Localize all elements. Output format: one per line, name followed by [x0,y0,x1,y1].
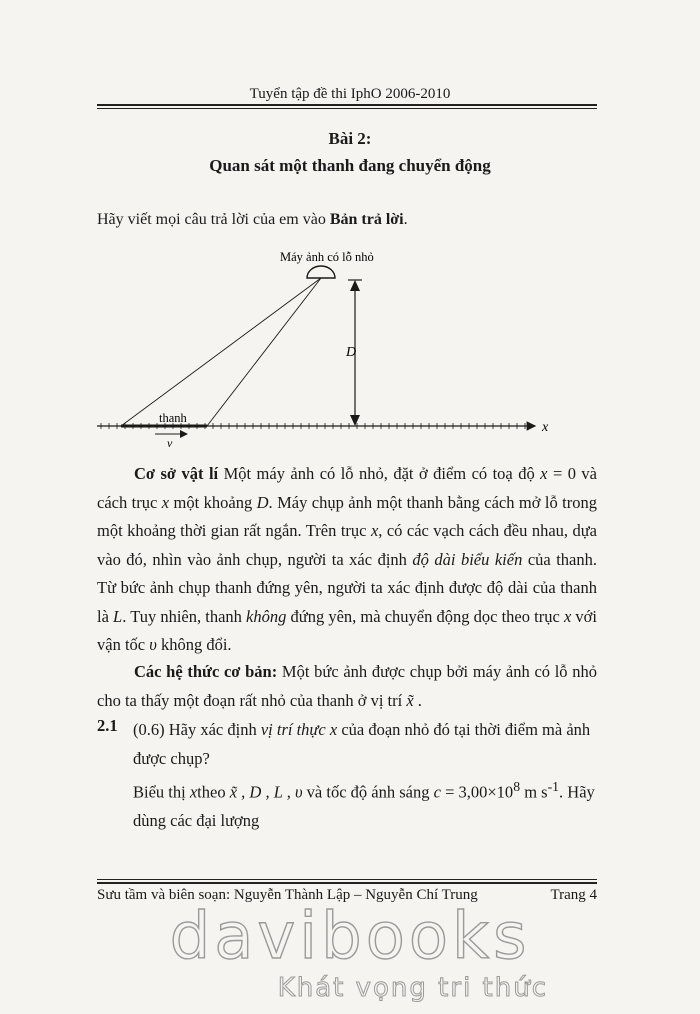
velocity-label: v [167,436,173,450]
light-ray-left [121,278,321,426]
light-ray-right [207,278,321,426]
running-header: Tuyển tập đề thi IphO 2006-2010 [249,86,451,102]
problem-number: Bài 2: [328,129,372,148]
watermark-slogan-wrap [0,973,700,1003]
header-rule-thin [97,108,597,109]
distance-label: D [346,345,357,360]
physics-basis-paragraph: Cơ sở vật lí Một máy ảnh có lỗ nhỏ, đặt ở điểm có toạ độ x = 0 và cách trục x một khoảng D. Máy chụp ảnh một thanh bằng cách mở lỗ trong một khoảng thời gian rất ngắn. Trên trục x, có các vạch cách đều nhau, dựa vào đó, nhìn vào ảnh chụp, người ta xác định độ dài biểu kiến của thanh. Từ bức ảnh chụp thanh đứng yên, người ta xác định được độ dài của thanh là L. Tuy nhiên, thanh không đứng yên, mà chuyển động dọc theo trục x với vận tốc υ không đổi. [97,464,597,654]
answer-sheet-label: Bản trả lời [329,211,404,228]
question-number: 2.1 [97,716,118,735]
footer-rule [97,882,597,884]
axis-label: x [542,420,549,435]
watermark-brand: davibooks [169,900,531,974]
basic-relations-heading: Các hệ thức cơ bản: [134,662,278,681]
instruction: Hãy viết mọi câu trả lời của em vào Bản trả lời. [97,211,408,228]
header-rule [97,104,597,106]
footer-credit: Sưu tầm và biên soạn: Nguyễn Thành Lập – Nguyễn Chí Trung [97,887,478,903]
question-body: (0.6) Hãy xác định vị trí thực x của đoạn nhỏ đó tại thời điểm mà ảnh được chụp? Biểu thị xtheo x̃ , D , L , υ và tốc độ ánh sáng $c = 3,00\times 10^8$ m $s^{-1}$. Hãy dùng các đại lượng [133,720,595,830]
basic-relations-paragraph: Các hệ thức cơ bản: Một bức ảnh được chụp bởi máy ảnh có lỗ nhỏ cho ta thấy một đoạn rất nhỏ của thanh ở vị trí x̃ . [97,662,597,710]
setup-diagram [95,245,565,450]
problem-title: Quan sát một thanh đang chuyển động [209,156,491,175]
watermark-slogan: Khát vọng tri thức [277,973,548,1003]
camera-label: Máy ảnh có lỗ nhỏ [280,250,374,264]
page-number: Trang 4 [550,887,597,903]
pinhole-camera-icon [307,266,335,278]
footer-rule-thin [97,879,597,880]
rod-label: thanh [159,411,187,425]
physics-basis-heading: Cơ sở vật lí [134,464,219,483]
